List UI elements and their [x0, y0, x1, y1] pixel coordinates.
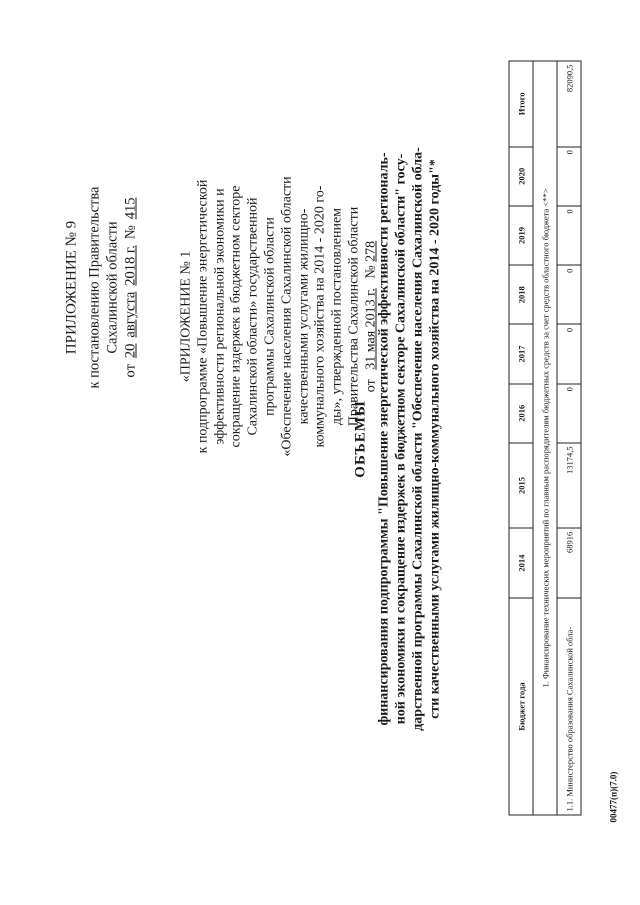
cell-2016: 0	[557, 384, 581, 443]
appendix-header	[63, 118, 140, 458]
appendix-title: ПРИЛОЖЕНИЕ № 9	[63, 220, 80, 355]
subprogram-line: эффективности региональной экономики и	[212, 188, 228, 445]
header-2017: 2017	[509, 324, 533, 383]
table-header-row	[509, 61, 533, 815]
header-2020: 2020	[509, 147, 533, 206]
subprogram-line: ды», утвержденной постановлением	[329, 207, 345, 426]
appendix-date-prefix: от	[122, 364, 139, 378]
row-label: 1.1. Министерство образования Сахалинской обла-	[557, 598, 581, 815]
cell-2019: 0	[557, 206, 581, 265]
subprogram-number: 278	[363, 240, 379, 262]
cell-2015: 13174,5	[557, 443, 581, 528]
subprogram-date: 31 мая 2013 г.	[363, 288, 379, 370]
appendix-line-2: Сахалинской области	[104, 221, 121, 354]
heading-line: сти качественными услугами жилищно-коммунального хозяйства на 2014 - 2020 годы"*	[427, 159, 443, 719]
header-2014: 2014	[509, 528, 533, 598]
document-heading	[353, 72, 444, 807]
subprogram-line: к подпрограмме «Повышение энергетической	[195, 179, 211, 454]
heading-line: дарственной программы Сахалинской области "Обеспечение населения Сахалинской обла-	[410, 147, 426, 731]
subprogram-date-prefix: от	[363, 379, 379, 393]
document-sheet	[1, 0, 640, 905]
table-section-row	[533, 61, 557, 815]
header-2018: 2018	[509, 265, 533, 324]
cell-2017: 0	[557, 324, 581, 383]
heading-title: ОБЪЕМЫ	[352, 400, 369, 478]
cell-2014: 68916	[557, 528, 581, 598]
subprogram-line: сокращение издержек в бюджетном секторе	[228, 185, 244, 448]
subprogram-appendix	[179, 82, 381, 552]
header-budget-year: Бюджет года	[509, 598, 533, 815]
appendix-date-day: 20	[122, 343, 139, 359]
header-total: Итого	[509, 61, 533, 147]
appendix-line-1: к постановлению Правительства	[86, 186, 103, 389]
document-code: 00477(п)(7.0)	[608, 771, 619, 823]
cell-total: 82090,5	[557, 61, 581, 147]
subprogram-line: качественными услугами жилищно-	[296, 208, 312, 425]
table-row	[557, 61, 581, 815]
subprogram-line: коммунального хозяйства на 2014 - 2020 го-	[312, 185, 328, 448]
section-label: 1. Финансирование технических мероприятий по главным распорядителям бюджетных средств за счет средств областного бюджета <**>	[533, 61, 557, 815]
appendix-number-sign: №	[122, 225, 139, 240]
subprogram-line: Правительства Сахалинской области	[346, 206, 362, 427]
heading-line: финансирования подпрограммы "Повышение энергетической эффективности региональ-	[376, 152, 392, 726]
subprogram-line: Сахалинской области» государственной	[245, 197, 261, 436]
cell-2018: 0	[557, 265, 581, 324]
subprogram-line: «Обеспечение населения Сахалинской области	[279, 176, 295, 457]
subprogram-line: программы Сахалинской области	[262, 217, 278, 416]
financing-table	[509, 61, 582, 816]
cell-2020: 0	[557, 147, 581, 206]
subprogram-line: «ПРИЛОЖЕНИЕ № 1	[178, 250, 194, 383]
heading-line: ной экономики и сокращение издержек в бюджетном секторе Сахалинской области" госу-	[393, 153, 409, 725]
header-2016: 2016	[509, 384, 533, 443]
header-2019: 2019	[509, 206, 533, 265]
appendix-number: 415	[122, 197, 139, 220]
subprogram-number-sign: №	[363, 265, 379, 279]
header-2015: 2015	[509, 443, 533, 528]
appendix-date-year: 2018 г.	[122, 245, 139, 286]
appendix-date-month: августа	[122, 291, 139, 338]
